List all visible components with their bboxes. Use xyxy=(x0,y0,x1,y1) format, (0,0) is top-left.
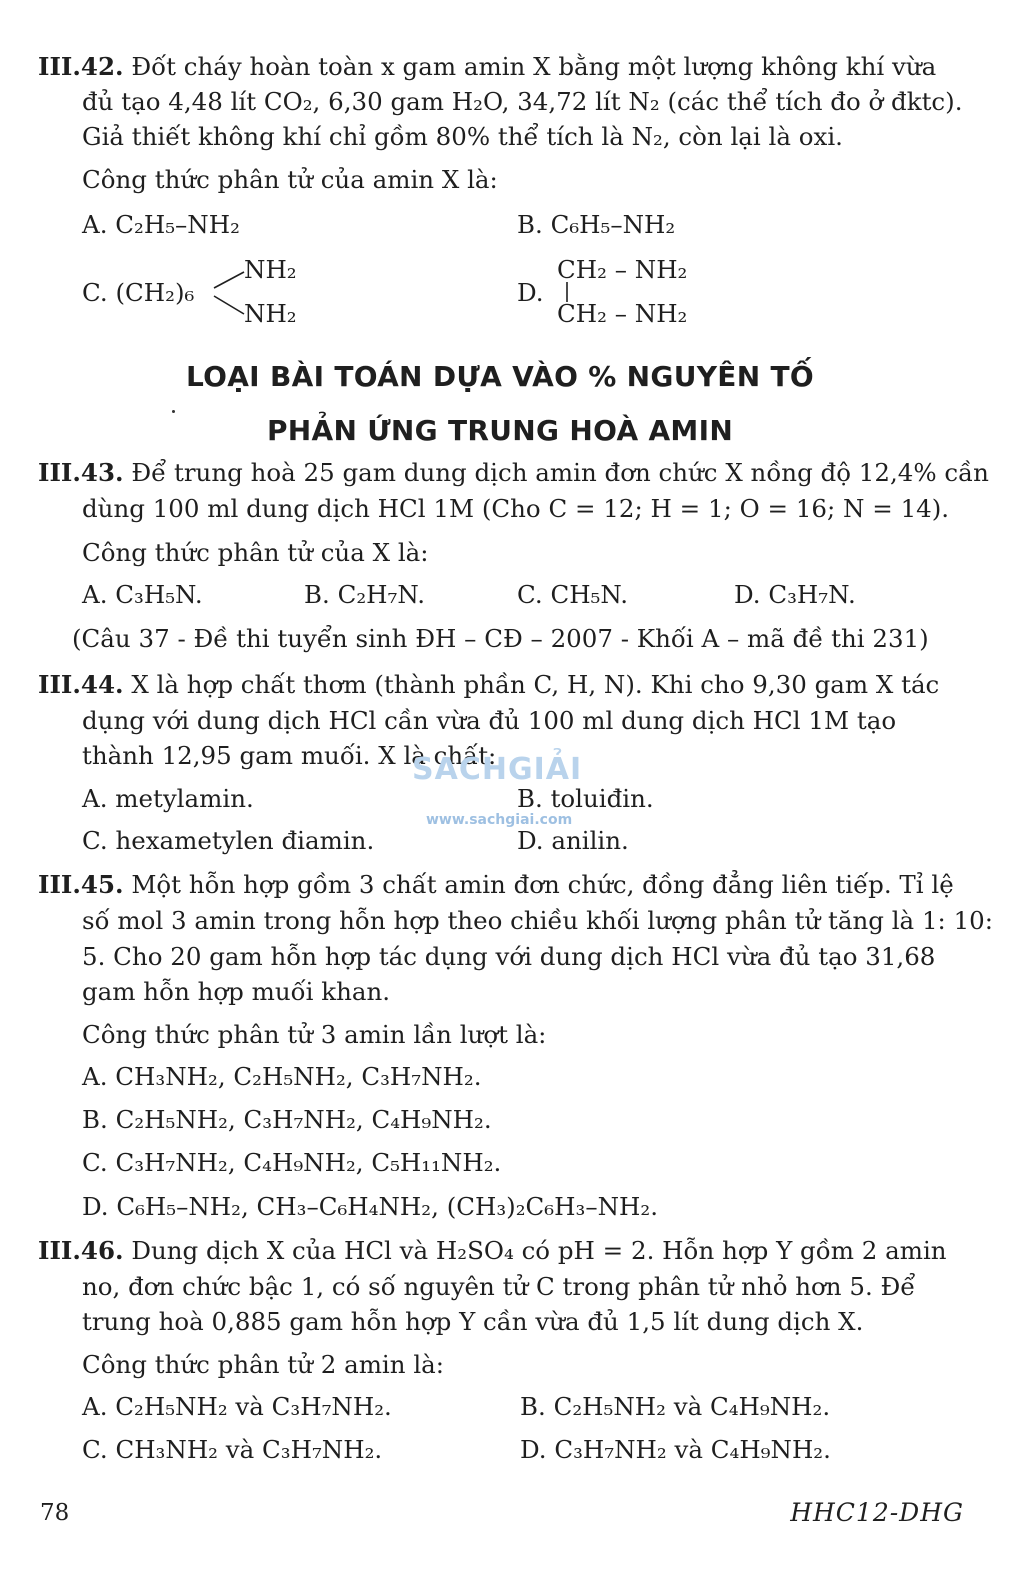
q43-option-c: C. CH₅N. xyxy=(517,580,629,609)
q45-line-4: gam hỗn hợp muối khan. xyxy=(82,977,391,1006)
q46-question: Công thức phân tử 2 amin là: xyxy=(82,1350,445,1379)
q46-option-c: C. CH₃NH₂ và C₃H₇NH₂. xyxy=(82,1435,383,1464)
q42-line-1 xyxy=(38,52,936,82)
q43-option-a: A. C₃H₅N. xyxy=(82,580,203,609)
q42-option-c-bottom: NH₂ xyxy=(244,299,297,328)
q46-option-d: D. C₃H₇NH₂ và C₄H₉NH₂. xyxy=(520,1435,831,1464)
q44-option-c: C. hexametylen điamin. xyxy=(82,826,375,855)
q46-text-1: Dung dịch X của HCl và H₂SO₄ có pH = 2. Hỗn hợp Y gồm 2 amin xyxy=(131,1236,947,1265)
q42-line-2: đủ tạo 4,48 lít CO₂, 6,30 gam H₂O, 34,72 lít N₂ (các thể tích đo ở đktc). xyxy=(82,87,963,116)
q45-number: III.45. xyxy=(38,870,124,899)
q42-option-d-bottom: CH₂ – NH₂ xyxy=(557,299,688,328)
q42-option-c-top: NH₂ xyxy=(244,255,297,284)
q45-option-d: D. C₆H₅–NH₂, CH₃–C₆H₄NH₂, (CH₃)₂C₆H₃–NH₂. xyxy=(82,1192,658,1221)
q44-line-1 xyxy=(38,670,939,700)
q46-option-a: A. C₂H₅NH₂ và C₃H₇NH₂. xyxy=(82,1392,392,1421)
page-number: 78 xyxy=(40,1500,70,1526)
q46-line-3: trung hoà 0,885 gam hỗn hợp Y cần vừa đủ 1,5 lít dung dịch X. xyxy=(82,1307,864,1336)
q45-option-a: A. CH₃NH₂, C₂H₅NH₂, C₃H₇NH₂. xyxy=(82,1062,482,1091)
book-code: HHC12-DHG xyxy=(790,1498,964,1527)
q46-line-1 xyxy=(38,1236,947,1266)
watermark-logo: SACHGIẢI xyxy=(412,752,583,787)
q42-option-d-top: CH₂ – NH₂ xyxy=(557,255,688,284)
q42-option-a: A. C₂H₅–NH₂ xyxy=(82,210,240,239)
q43-source: (Câu 37 - Đề thi tuyển sinh ĐH – CĐ – 2007 - Khối A – mã đề thi 231) xyxy=(72,624,929,653)
q44-line-2: dụng với dung dịch HCl cần vừa đủ 100 ml dung dịch HCl 1M tạo xyxy=(82,706,897,735)
q43-text-1: Để trung hoà 25 gam dung dịch amin đơn chức X nồng độ 12,4% cần xyxy=(131,458,989,487)
q45-line-1 xyxy=(38,870,954,900)
q45-option-c: C. C₃H₇NH₂, C₄H₉NH₂, C₅H₁₁NH₂. xyxy=(82,1148,502,1177)
q42-text-1: Đốt cháy hoàn toàn x gam amin X bằng một lượng không khí vừa xyxy=(131,52,937,81)
q44-option-d: D. anilin. xyxy=(517,826,629,855)
section-heading-line-2: PHẢN ỨNG TRUNG HOÀ AMIN xyxy=(266,414,734,447)
q43-line-2: dùng 100 ml dung dịch HCl 1M (Cho C = 12; H = 1; O = 16; N = 14). xyxy=(82,494,950,523)
q46-number: III.46. xyxy=(38,1236,124,1265)
q45-question: Công thức phân tử 3 amin lần lượt là: xyxy=(82,1020,547,1049)
q43-question: Công thức phân tử của X là: xyxy=(82,538,429,567)
section-heading-line-1: LOẠI BÀI TOÁN DỰA VÀO % NGUYÊN TỐ xyxy=(185,360,815,393)
q44-text-1: X là hợp chất thơm (thành phần C, H, N). Khi cho 9,30 gam X tác xyxy=(131,670,940,699)
stray-dot xyxy=(172,410,175,413)
q46-option-b: B. C₂H₅NH₂ và C₄H₉NH₂. xyxy=(520,1392,831,1421)
q45-text-1: Một hỗn hợp gồm 3 chất amin đơn chức, đồng đẳng liên tiếp. Tỉ lệ xyxy=(131,870,954,899)
q43-line-1 xyxy=(38,458,989,488)
watermark-url: www.sachgiai.com xyxy=(426,812,573,828)
q44-option-b: B. toluiđin. xyxy=(517,784,654,813)
q43-option-d: D. C₃H₇N. xyxy=(734,580,856,609)
q42-line-3: Giả thiết không khí chỉ gồm 80% thể tích là N₂, còn lại là oxi. xyxy=(82,122,843,151)
q44-option-a: A. metylamin. xyxy=(82,784,254,813)
q42-option-c-prefix: C. (CH₂)₆ xyxy=(82,278,195,307)
q44-line-3: thành 12,95 gam muối. X là chất: xyxy=(82,741,497,770)
q43-option-b: B. C₂H₇N. xyxy=(304,580,425,609)
q44-number: III.44. xyxy=(38,670,124,699)
q42-option-d-prefix: D. xyxy=(517,278,544,307)
q45-line-2: số mol 3 amin trong hỗn hợp theo chiều khối lượng phân tử tăng là 1: 10: xyxy=(82,906,993,935)
q45-line-3: 5. Cho 20 gam hỗn hợp tác dụng với dung dịch HCl vừa đủ tạo 31,68 xyxy=(82,942,936,971)
q45-option-b: B. C₂H₅NH₂, C₃H₇NH₂, C₄H₉NH₂. xyxy=(82,1105,492,1134)
q42-number: III.42. xyxy=(38,52,124,81)
q43-number: III.43. xyxy=(38,458,124,487)
q46-line-2: no, đơn chức bậc 1, có số nguyên tử C trong phân tử nhỏ hơn 5. Để xyxy=(82,1272,916,1301)
q42-option-b: B. C₆H₅–NH₂ xyxy=(517,210,676,239)
q42-question: Công thức phân tử của amin X là: xyxy=(82,165,498,194)
